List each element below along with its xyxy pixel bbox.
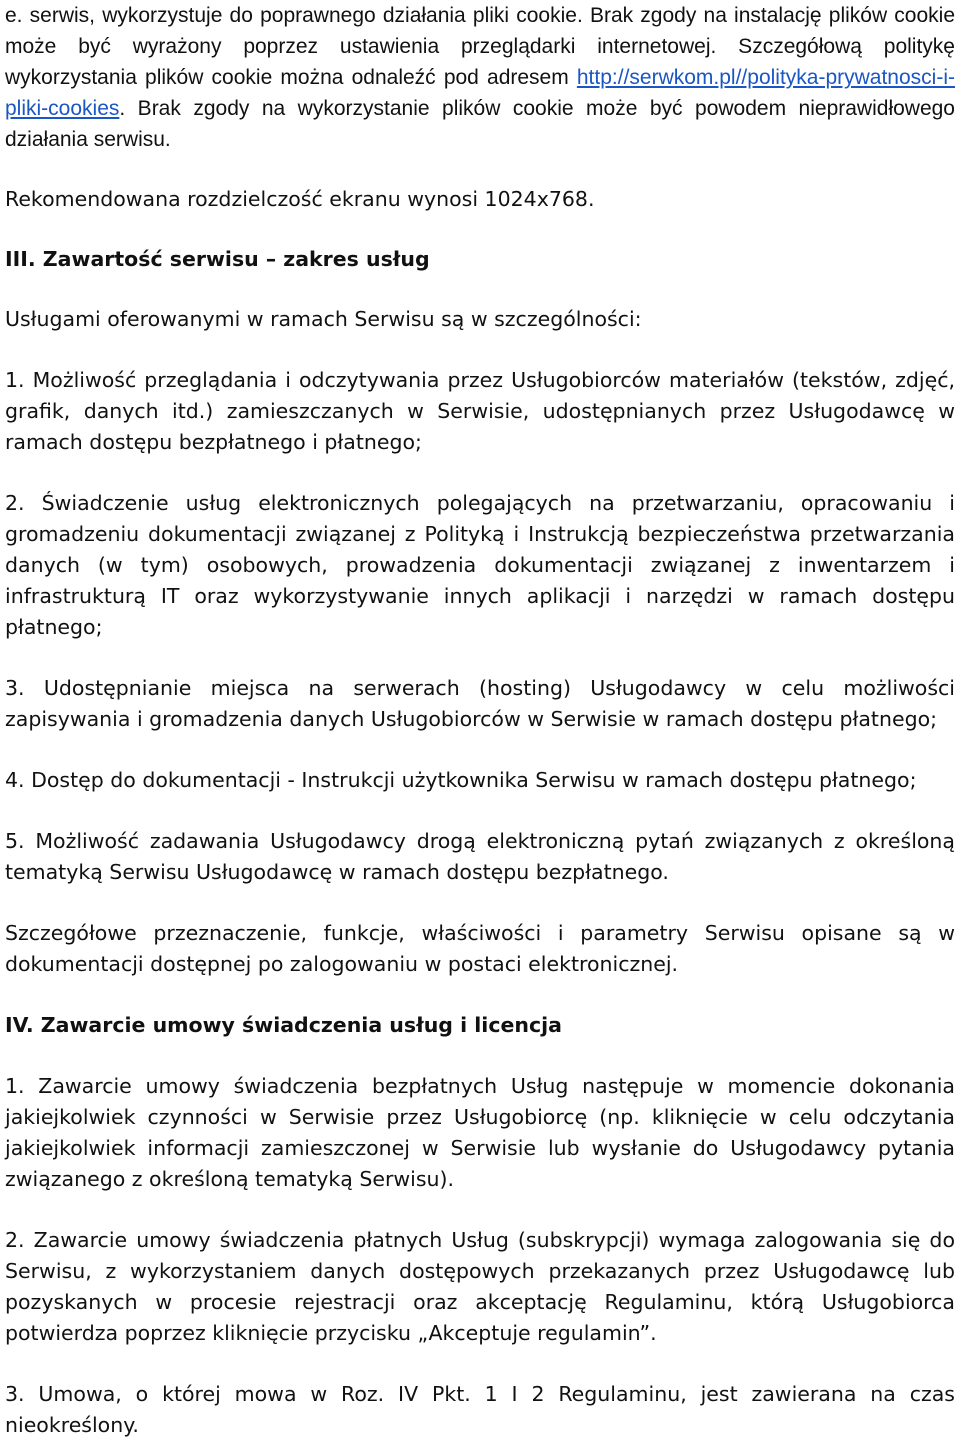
services-lead: Usługami oferowanymi w ramach Serwisu są w szczególności: [5, 307, 642, 331]
service-item-1: 1. Możliwość przeglądania i odczytywania przez Usługobiorców materiałów (tekstów, zdjęć, grafik, danych itd.) zamieszczanych w Serwisie, udostępnianych przez Usługodawcę w ramach dostępu bezpłatnego i płatnego; [5, 368, 955, 454]
contract-item-2: 2. Zawarcie umowy świadczenia płatnych Usług (subskrypcji) wymaga zalogowania się do Serwisu, z wykorzystaniem danych dostępowych przekazanych przez Usługodawcę lub pozyskanych w procesie rejestracji oraz akceptację Regulaminu, którą Usługobiorca potwierdza poprzez kliknięcie przycisku „Akceptuje regulamin”. [5, 1228, 955, 1345]
cookie-text-before-link: e. serwis, wykorzystuje do poprawnego działania pliki cookie. Brak zgody na instalację plików cookie może być wyrażony poprzez ustawienia przeglądarki internetowej. Szczegółową politykę wykorzystania plików cookie można odnaleźć pod adresem [5, 4, 955, 89]
cookie-policy-link[interactable]: http://serwkom.pl//polityka-prywatnosci-i-pliki-cookies [5, 66, 955, 120]
service-item-5: 5. Możliwość zadawania Usługodawcy drogą elektroniczną pytań związanych z określoną tematyką Serwisu Usługodawcę w ramach dostępu bezpłatnego. [5, 829, 955, 884]
document-page [5, 0, 955, 1441]
cookie-text-after-link: . Brak zgody na wykorzystanie plików cookie może być powodem nieprawidłowego działania serwisu. [5, 97, 955, 151]
section-4-heading: IV. Zawarcie umowy świadczenia usług i licencja [5, 1013, 562, 1037]
contract-item-1: 1. Zawarcie umowy świadczenia bezpłatnych Usług następuje w momencie dokonania jakiejkolwiek czynności w Serwisie przez Usługobiorcę (np. kliknięcie w celu odczytania jakiejkolwiek informacji zamieszczonej w Serwisie lub wysłanie do Usługodawcy pytania związanego z określoną tematyką Serwisu). [5, 1074, 955, 1191]
contract-item-3: 3. Umowa, o której mowa w Roz. IV Pkt. 1 I 2 Regulaminu, jest zawierana na czas nieokreślony. [5, 1382, 955, 1437]
service-item-3: 3. Udostępnianie miejsca na serwerach (hosting) Usługodawcy w celu możliwości zapisywania i gromadzenia danych Usługobiorców w Serwisie w ramach dostępu płatnego; [5, 676, 955, 731]
service-details-paragraph: Szczegółowe przeznaczenie, funkcje, właściwości i parametry Serwisu opisane są w dokumentacji dostępnej po zalogowaniu w postaci elektronicznej. [5, 921, 955, 976]
service-item-4: 4. Dostęp do dokumentacji - Instrukcji użytkownika Serwisu w ramach dostępu płatnego; [5, 768, 917, 792]
cookie-paragraph [5, 0, 955, 155]
section-3-heading: III. Zawartość serwisu – zakres usług [5, 247, 430, 271]
service-item-2: 2. Świadczenie usług elektronicznych polegających na przetwarzaniu, opracowaniu i gromadzeniu dokumentacji związanej z Polityką i Instrukcją bezpieczeństwa przetwarzania danych (w tym) osobowych, prowadzenia dokumentacji związanej z inwentarzem i infrastrukturą IT oraz wykorzystywanie innych aplikacji i narzędzi w ramach dostępu płatnego; [5, 491, 955, 639]
resolution-paragraph: Rekomendowana rozdzielczość ekranu wynosi 1024x768. [5, 187, 595, 211]
